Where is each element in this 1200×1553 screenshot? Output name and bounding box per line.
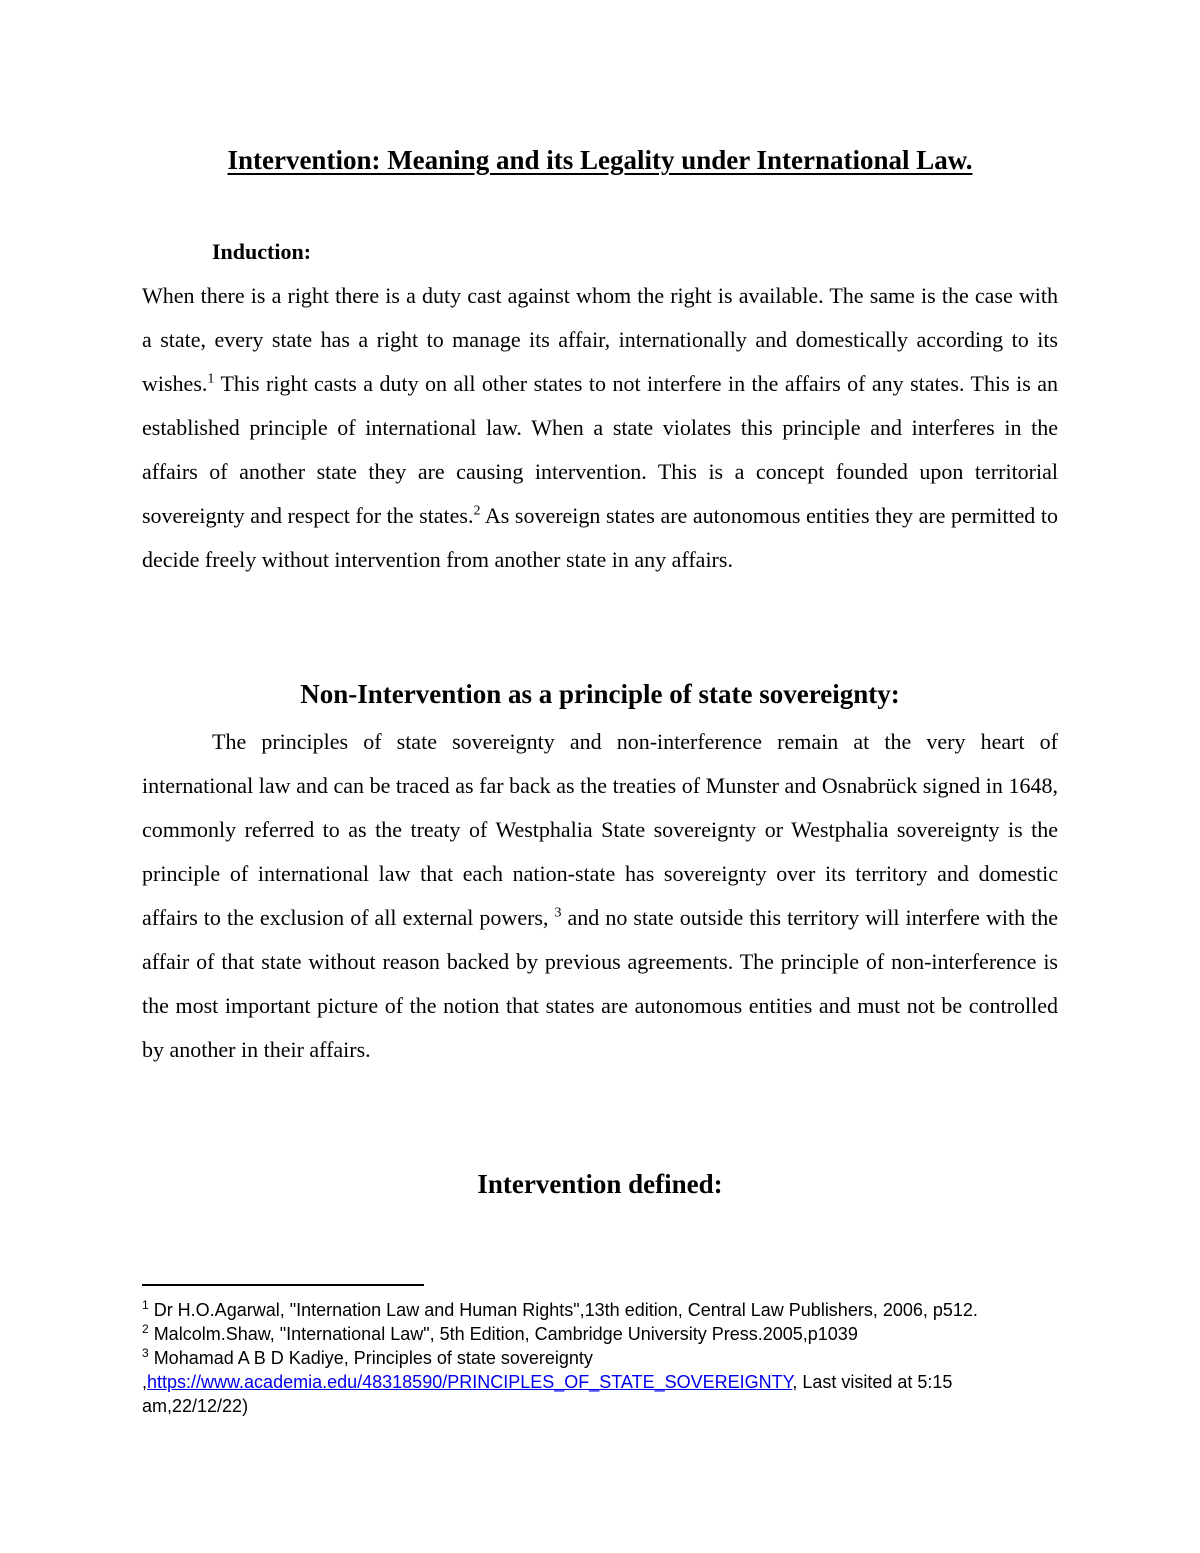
footnote-ref-2[interactable]: 2 [473,503,481,519]
footnote-link[interactable]: https://www.academia.edu/48318590/PRINCIPLES_OF_STATE_SOVEREIGNTY [147,1372,793,1392]
footnote-number: 3 [142,1346,149,1360]
non-intervention-paragraph [142,720,1058,1072]
intervention-defined-heading: Intervention defined: [477,1169,723,1199]
footnote-text: Dr H.O.Agarwal, "Internation Law and Human Rights",13th edition, Central Law Publishers, 2006, p512. [148,1300,978,1320]
non-intervention-heading: Non-Intervention as a principle of state sovereignty: [300,679,900,709]
footnote-1 [142,1298,1058,1322]
non-intervention-text-b: and no state outside this territory will interfere with the affair of that state without reason backed by previous agreements. The principle of non-interference is the most important picture of the notion that states are autonomous entities and must not be controlled by another in their affairs. [142,905,1058,1062]
induction-text-b: This right casts a duty on all other states to not interfere in the affairs of any states. This is an established principle of international law. When a state violates this principle and interferes in the affairs of another state they are causing intervention. This is a concept founded upon territorial sovereignty and respect for the states. [142,371,1058,528]
non-intervention-text-a: The principles of state sovereignty and non-interference remain at the very heart of international law and can be traced as far back as the treaties of Munster and Osnabrück signed in 1648, commonly referred to as the treaty of Westphalia State sovereignty or Westphalia sovereignty is the principle of international law that each nation-state has sovereignty over its territory and domestic affairs to the exclusion of all external powers, [142,729,1058,930]
footnote-3 [142,1346,1058,1418]
induction-heading: Induction: [212,239,312,264]
footnote-ref-3[interactable]: 3 [554,905,562,921]
footnote-number: 2 [142,1322,149,1336]
footnote-text: Malcolm.Shaw, "International Law", 5th Edition, Cambridge University Press.2005,p1039 [148,1324,858,1344]
footnote-separator [142,1284,424,1286]
footnote-text: Mohamad A B D Kadiye, Principles of state sovereignty , [142,1348,593,1392]
footnote-number: 1 [142,1298,149,1312]
footnotes [142,1298,1058,1418]
document-title: Intervention: Meaning and its Legality under International Law. [227,145,973,175]
footnote-2 [142,1322,1058,1346]
induction-text-c: As sovereign states are autonomous entities they are permitted to decide freely without intervention from another state in any affairs. [142,503,1058,572]
footnote-ref-1[interactable]: 1 [207,371,215,387]
induction-text-a: When there is a right there is a duty cast against whom the right is available. The same is the case with a state, every state has a right to manage its affair, internationally and domestically according to its wishes. [142,283,1058,396]
induction-paragraph [142,274,1058,582]
footnote-text-after: , Last visited at 5:15 am,22/12/22) [142,1372,953,1416]
